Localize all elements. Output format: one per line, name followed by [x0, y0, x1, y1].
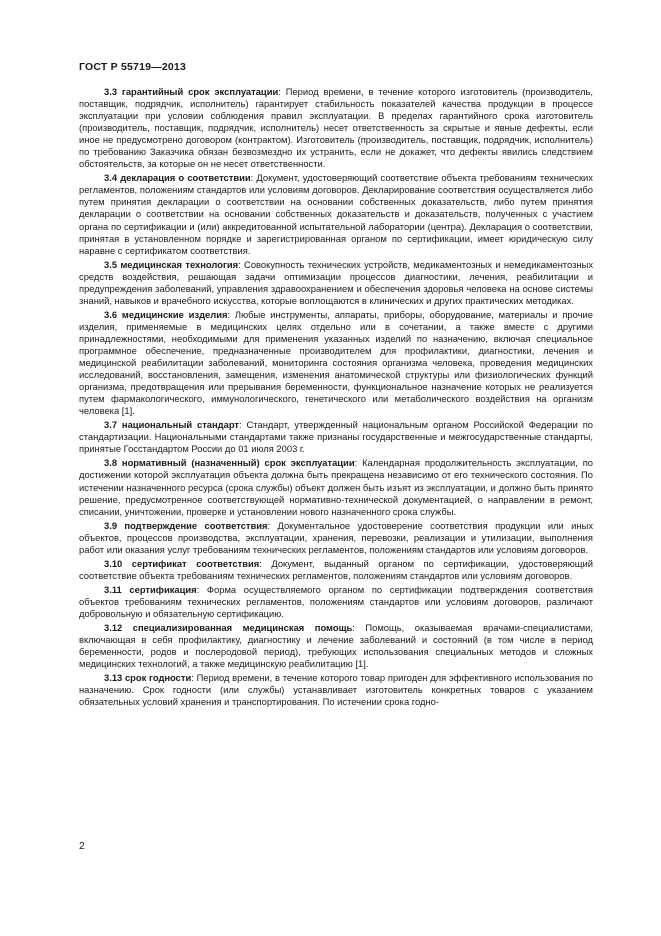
definition-term: 3.9 подтверждение соответствия [104, 519, 268, 531]
definition-term: 3.8 нормативный (назначенный) срок эксплуатации [104, 457, 355, 469]
definition-text: : Стандарт, утвержденный национальным органом Российской Федерации по стандартизации. Национальными стандартами также признаны государственные и межгосударственные стандарты, принятые Госстандартом России до 01 июля 2003 г. [79, 419, 593, 455]
definition-term: 3.12 специализированная медицинская помощь [104, 622, 353, 634]
definition-3-9 [79, 520, 593, 556]
page-number: 2 [79, 840, 85, 852]
definition-text: : Период времени, в течение которого изготовитель (производитель, поставщик, подрядчик, исполнитель) гарантирует стабильность показателей качества продукции в процессе эксплуатации при условии соблюдения правил эксплуатации. В пределах гарантийного срока изготовитель (производитель, поставщик, подрядчик, исполнитель) несет ответственность за скрытые и явные дефекты, если иное не предусмотрено договором (контрактом). Изготовитель (производитель, поставщик, подрядчик, исполнитель) по требованию Заказчика обязан безвозмездно их устранить, если не докажет, что дефекты явились следствием обстоятельств, за которые он не несет ответственности. [79, 86, 593, 170]
definition-3-8 [79, 457, 593, 517]
definition-term: 3.6 медицинские изделия [104, 308, 228, 320]
definition-3-3 [79, 86, 593, 170]
definition-term: 3.3 гарантийный срок эксплуатации [104, 86, 279, 97]
definition-text: : Помощь, оказываемая врачами-специалистами, включающая в себя профилактику, диагностику и лечение заболеваний и состояний (в том числе в период беременности, родов и послеродовой период), требующих использования специальных методов и сложных медицинских технологий, а также медицинскую реабилитацию [1]. [79, 622, 593, 670]
definition-term: 3.5 медицинская технология [104, 258, 239, 270]
definition-text: : Календарная продолжительность эксплуатации, по достижении которой эксплуатация объекта должна быть прекращена независимо от его технического состояния. По истечении назначенного ресурса (срока службы) объект должен быть изъят из эксплуатации, и должно быть принято решение, предусмотренное соответствующей нормативно-технической документацией, о направлении в ремонт, списании, уничтожении, проверке и установлении нового назначенного срока службы. [79, 457, 593, 517]
definition-term: 3.11 сертификация [104, 583, 197, 595]
definition-3-6 [79, 309, 593, 417]
definition-text: : Период времени, в течение которого товар пригоден для эффективного использования по назначению. Срок годности (или службы) устанавливает изготовитель конкретных товаров с указанием обязательных условий хранения и транспортирования. По истечении срока годно- [79, 672, 593, 708]
definition-term: 3.4 декларация о соответствии [104, 172, 251, 184]
standard-code-header: ГОСТ Р 55719—2013 [79, 61, 187, 73]
definition-text: : Любые инструменты, аппараты, приборы, оборудование, материалы и прочие изделия, применяемые в медицинских целях отдельно или в сочетании, а также вместе с другими принадлежностями, необходимыми для применения указанных изделий по назначению, включая специальное программное обеспечение, предназначенные производителем для профилактики, диагностики, лечения и медицинской реабилитации заболеваний, мониторинга состояния организма человека, проведения медицинских исследований, восстановления, замещения, изменения анатомической структуры или физиологических функций организма, предотвращения или прерывания беременности, функциональное назначение которых не реализуется путем фармакологического, иммунологического, генетического или метаболического воздействия на организм человека [1]. [79, 308, 593, 417]
definition-3-7 [79, 419, 593, 455]
definition-text: : Документальное удостоверение соответствия продукции или иных объектов, процессов производства, эксплуатации, хранения, перевозки, реализации и утилизации, выполнения работ или оказания услуг требованиям технических регламентов, положениям стандартов или условиям договоров. [79, 519, 594, 555]
definition-text: : Форма осуществляемого органом по сертификации подтверждения соответствия объектов требованиям технических регламентов, положениям стандартов или условиям договоров, различают добровольную и обязательную сертификацию. [79, 583, 593, 619]
definition-term: 3.13 срок годности [104, 672, 192, 684]
definition-3-5 [79, 259, 593, 307]
definition-text: : Документ, удостоверяющий соответствие объекта требованиям технических регламентов, положениям стандартов или условиям договоров. Декларирование соответствия осуществляется либо путем принятия декларации о соответствии на основании собственных доказательств, либо путем принятия декларации о соответствии на основании собственных доказательств и доказательств, полученных с участием органа по сертификации и (или) аккредитованной испытательной лаборатории (центра). Декларация о соответствии, принятая в установленном порядке и зарегистрированная органом по сертификации, имеет юридическую силу наравне с сертификатом соответствия. [79, 172, 593, 256]
definition-text: : Документ, выданный органом по сертификации, удостоверяющий соответствие объекта требованиям технических регламентов, положениям стандартов или условиям договоров. [79, 557, 593, 581]
definition-text: : Совокупность технических устройств, медикаментозных и немедикаментозных средств воздействия, решающая задачи оптимизации процессов диагностики, лечения, реабилитации и предупреждения заболеваний, управления здравоохранением и обеспечения здоровья человека на основе системы знаний, навыков и врачебного искусства, которые воплощаются в клинических и других практических методиках. [79, 258, 594, 306]
definition-3-4 [79, 172, 593, 256]
definition-3-12 [79, 622, 593, 670]
definition-3-11 [79, 584, 593, 620]
definitions-body [79, 86, 593, 710]
definition-3-10 [79, 558, 593, 582]
definition-term: 3.10 сертификат соответствия [104, 557, 260, 569]
definition-term: 3.7 национальный стандарт [104, 419, 240, 431]
definition-3-13 [79, 672, 593, 708]
